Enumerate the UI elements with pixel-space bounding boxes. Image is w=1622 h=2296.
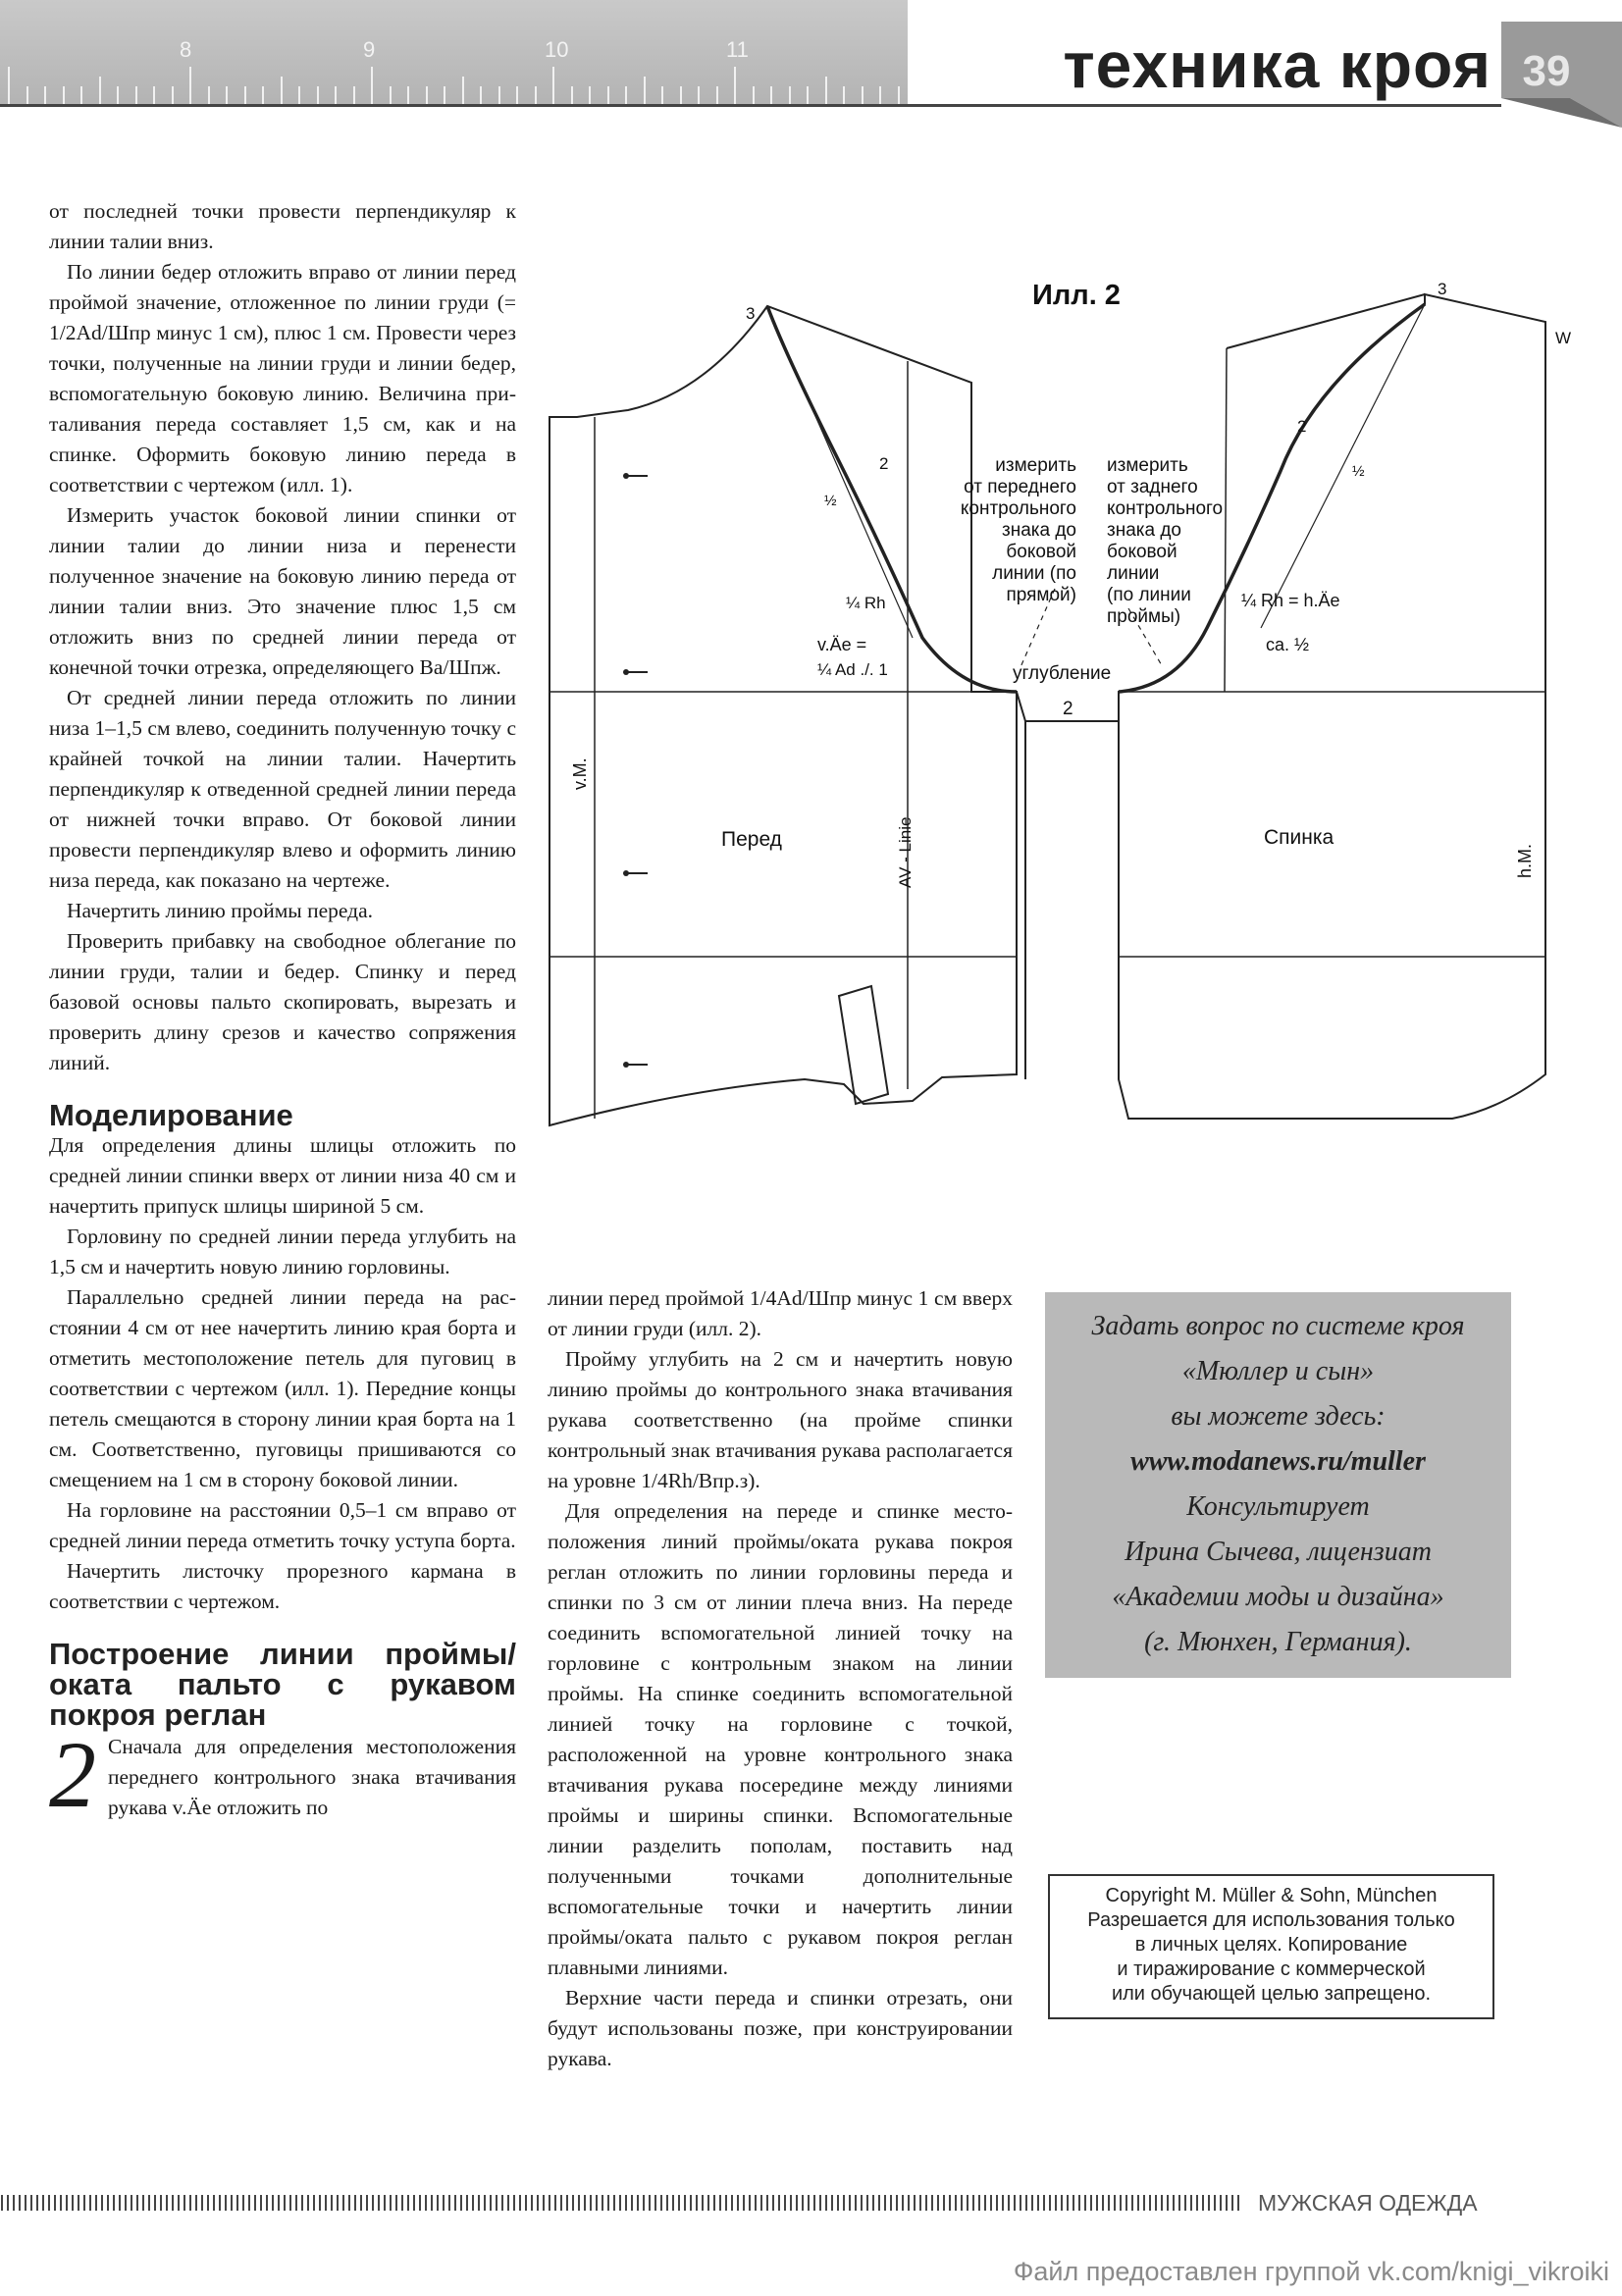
vm-label: v.M.: [570, 757, 590, 790]
svg-text:знака до: знака до: [1002, 520, 1076, 541]
ruler-tick: [879, 86, 881, 106]
ruler-tick: [825, 77, 827, 106]
ruler-tick: [462, 77, 464, 106]
deepening-label: углубление: [1013, 663, 1112, 684]
ruler-tick: [63, 86, 65, 106]
drop-cap: 2: [49, 1722, 96, 1827]
ruler-tick: [281, 77, 283, 106]
paragraph: Измерить участок боковой линии спинки от линии талии до линии низа и перенести полученное значение на боковую линию переда от линии талии вниз. Это значение плюс 1,5 см отложить вниз по средней линии переда от конечной точки отрезка, определяющего Ва/Шпж.: [49, 503, 516, 679]
front-half-label: ½: [824, 493, 837, 509]
ruler-tick: [552, 67, 554, 106]
back-2-label: 2: [1297, 417, 1307, 436]
ruler-tick: [516, 86, 518, 106]
ruler-tick: [625, 86, 627, 106]
ruler-tick: [298, 86, 300, 106]
copyright-box: [1048, 1874, 1494, 2019]
ruler-number: 9: [363, 37, 376, 62]
front-2-label: 2: [879, 454, 889, 473]
ruler-strip: [0, 0, 908, 106]
footer-section: МУЖСКАЯ ОДЕЖДА: [1258, 2190, 1478, 2216]
svg-text:(по линии: (по линии: [1107, 585, 1191, 605]
ruler-tick: [317, 86, 319, 106]
ruler-tick: [680, 86, 682, 106]
ruler-tick: [44, 86, 46, 106]
ruler-tick: [607, 86, 609, 106]
svg-text:боковой: боковой: [1006, 542, 1076, 562]
svg-text:от заднего: от заднего: [1107, 477, 1198, 497]
ruler-tick: [571, 86, 573, 106]
back-half-label: ½: [1352, 463, 1365, 480]
copyright-line: или обучающей целью запрещено.: [1111, 1983, 1432, 2005]
ruler-tick: [117, 86, 119, 106]
vae-label-1: v.Äe =: [817, 635, 867, 654]
svg-text:контрольного: контрольного: [960, 498, 1076, 519]
shoulder-3-front: 3: [746, 304, 756, 323]
measure-back-note: [1107, 455, 1223, 627]
shoulder-3-back: 3: [1438, 280, 1447, 298]
ruler-tick: [898, 86, 900, 106]
paragraph: Для определения длины шлицы отложить по средней линии спинки вверх от линии низа 40 см и начертить припуск шлицы шириной 5 см.: [49, 1133, 516, 1218]
paragraph: от последней точки провести перпендикуляр к линии талии вниз.: [49, 199, 516, 253]
ruler-tick: [371, 67, 373, 106]
copyright-line: Разрешается для использования только: [1087, 1909, 1455, 1931]
ruler-tick: [135, 86, 137, 106]
ad-line: Задать вопрос по системе кроя: [1091, 1311, 1465, 1341]
svg-text:знака до: знака до: [1107, 520, 1181, 541]
ruler-tick: [390, 86, 392, 106]
heading-modeling: Моделирование: [49, 1098, 293, 1132]
ruler-tick: [208, 86, 210, 106]
paragraph: Верхние части переда и спинки отрезать, они будут использованы позже, при конструировании рукава.: [548, 1986, 1013, 2070]
svg-text:прямой): прямой): [1006, 585, 1076, 605]
paragraph: Сначала для определения местоположения переднего контрольного знака втачивания рукава v.Äe отложить по: [108, 1735, 516, 1819]
ruler-tick: [407, 86, 409, 106]
ruler-tick: [698, 86, 700, 106]
ruler-tick: [244, 86, 246, 106]
hm-label: h.M.: [1515, 843, 1535, 878]
ruler-tick: [661, 86, 663, 106]
svg-text:от переднего: от переднего: [964, 477, 1076, 497]
quarter-rh-back-label: ¼ Rh = h.Äe: [1241, 591, 1340, 610]
ruler-tick: [80, 86, 82, 106]
footer-barcode: [0, 2193, 1246, 2213]
ruler-tick: [770, 86, 772, 106]
svg-text:контрольного: контрольного: [1107, 498, 1224, 519]
ruler-tick: [26, 86, 28, 106]
ruler-tick: [644, 77, 646, 106]
ruler-tick: [262, 86, 264, 106]
ca-half-label: ca. ½: [1266, 635, 1310, 654]
ruler-tick: [335, 86, 337, 106]
ruler-tick: [353, 86, 355, 106]
paragraph: Проверить прибавку на свободное облегание по линии груди, талии и бедер. Спинку и перед базовой основы пальто скопировать, вырезать и проверить длину срезов и качество сопряжения линий.: [49, 929, 516, 1074]
copyright-line: Copyright M. Müller & Sohn, München: [1105, 1885, 1438, 1906]
ruler-tick: [753, 86, 755, 106]
ruler-tick: [426, 86, 428, 106]
vae-label-2: ¼ Ad ./. 1: [817, 660, 888, 679]
paragraph: Начертить листочку прорезного кармана в соответствии с чертежом.: [49, 1559, 516, 1613]
ruler-tick: [153, 86, 155, 106]
depth-2-label: 2: [1063, 699, 1073, 719]
svg-text:измерить: измерить: [1107, 455, 1188, 476]
copyright-line: и тиражирование с коммерческой: [1117, 1958, 1426, 1980]
front-label: Перед: [721, 828, 782, 851]
back-label: Спинка: [1264, 826, 1334, 849]
paragraph: Горловину по средней линии переда углубить на 1,5 см и начертить новую линию горловины.: [49, 1225, 516, 1278]
av-linie-label: AV - Linie: [896, 816, 915, 888]
svg-text:линии (по: линии (по: [992, 563, 1076, 584]
ruler-tick: [535, 86, 537, 106]
footer-credit: Файл предоставлен группой vk.com/knigi_vikroiki: [1013, 2257, 1609, 2286]
svg-text:боковой: боковой: [1107, 542, 1177, 562]
paragraph: От средней линии переда отложить по линии низа 1–1,5 см влево, соединить полученную точку с крайней точкой на линии талии. Начертить перпендикуляр к отведенной средней линии переда от нижней точки вправо. От боковой линии провести перпендикуляр влево и оформить линию низа переда, как показано на чертеже.: [49, 686, 516, 892]
text-column-2: [548, 1283, 1013, 2074]
w-label: W: [1555, 329, 1572, 347]
page-number: 39: [1522, 47, 1571, 95]
ad-line: «Академии моды и дизайна»: [1112, 1582, 1444, 1612]
ruler-tick: [589, 86, 591, 106]
pattern-diagram: [545, 265, 1572, 1128]
heading-raglan: Построение линии проймы/оката пальто с рукавом покроя реглан: [49, 1637, 516, 1732]
section-title: техника кроя: [1063, 28, 1491, 101]
ruler-tick: [226, 86, 228, 106]
header-rule: [0, 104, 1501, 107]
svg-text:измерить: измерить: [995, 455, 1076, 476]
ruler-tick: [789, 86, 791, 106]
ruler-tick: [862, 86, 863, 106]
paragraph: На горловине на расстоянии 0,5–1 см вправо от средней линии переда отметить точку уступа борта.: [49, 1498, 516, 1552]
ad-link[interactable]: www.modanews.ru/muller: [1130, 1446, 1426, 1477]
svg-text:линии: линии: [1107, 563, 1160, 584]
ruler-tick: [99, 77, 101, 106]
ruler-tick: [189, 67, 191, 106]
diagram-title: Илл. 2: [1032, 280, 1121, 311]
ruler-tick: [716, 86, 718, 106]
ruler-number: 11: [726, 37, 749, 62]
quarter-rh-label: ¼ Rh: [846, 594, 886, 612]
ruler-number: 10: [545, 37, 569, 62]
consultation-box: [1045, 1292, 1511, 1678]
paragraph: линии перед проймой 1/4Ad/Шпр минус 1 см вверх от линии груди (илл. 2).: [548, 1286, 1013, 1340]
paragraph: Начертить линию проймы переда.: [67, 899, 374, 922]
ruler-tick: [498, 86, 500, 106]
ruler-tick: [444, 86, 445, 106]
ad-line: (г. Мюнхен, Германия).: [1144, 1627, 1412, 1657]
ruler-tick: [807, 86, 809, 106]
paragraph: По линии бедер отложить вправо от линии перед проймой значение, отложенное по линии груди (= 1/2Ad/Шпр минус 1 см), плюс 1 см. Провести через точки, полученные на линии груди и линии бедер, вспомогательную боковую линию. Величина приталивания переда составляет 1,5 см, как и на спинке. Оформить боковую линию переда в соответствии с чертежом (илл. 1).: [49, 260, 516, 496]
copyright-line: в личных целях. Копирование: [1134, 1934, 1408, 1956]
paragraph: Для определения на переде и спинке местоположения линий проймы/оката рукава покроя реглан отложить по линии горловины переда и спинки по 3 см от линии плеча вниз. На переде соединить вспомогательной линией точку на горловине с контрольным знаком на линии проймы. На спинке соединить вспомогательной линией точку на горловине с точкой, расположенной на уровне контрольного знака втачивания рукава посередине между линиями проймы и ширины спинки. Вспомогательные линии разделить пополам, поставить над полученными точками дополнительные вспомогательные точки и начертить линии проймы/оката пальто с рукавом покроя реглан плавными линиями.: [548, 1499, 1013, 1979]
ad-line: «Мюллер и сын»: [1181, 1356, 1375, 1386]
ruler-tick: [172, 86, 174, 106]
ruler-tick: [734, 67, 736, 106]
ad-line: вы можете здесь:: [1171, 1401, 1386, 1432]
ad-line: Консультирует: [1186, 1491, 1370, 1522]
paragraph: Пройму углубить на 2 см и начертить новую линию проймы до контрольного знака втачивания рукава соответственно (на пройме спинки контрольный знак втачивания рукава располагается на уровне 1/4Rh/Впр.з).: [548, 1347, 1013, 1492]
measure-front-note: [961, 455, 1076, 605]
ruler-number: 8: [180, 37, 192, 62]
text-column-1: [49, 196, 516, 1827]
ruler-tick: [8, 67, 10, 106]
ruler-tick: [480, 86, 482, 106]
ad-line: Ирина Сычева, лицензиат: [1125, 1537, 1432, 1567]
paragraph: Параллельно средней линии переда на расстоянии 4 см от нее начертить линию края борта и отметить местоположение петель для пуговиц в соответствии с чертежом (илл. 1). Передние концы петель смещаются в сторону линии края борта на 1 см. Соответственно, пуговицы пришиваются со смещением на 1 см в сторону боковой линии.: [49, 1285, 516, 1491]
svg-text:проймы): проймы): [1107, 606, 1181, 627]
ruler-tick: [843, 86, 845, 106]
